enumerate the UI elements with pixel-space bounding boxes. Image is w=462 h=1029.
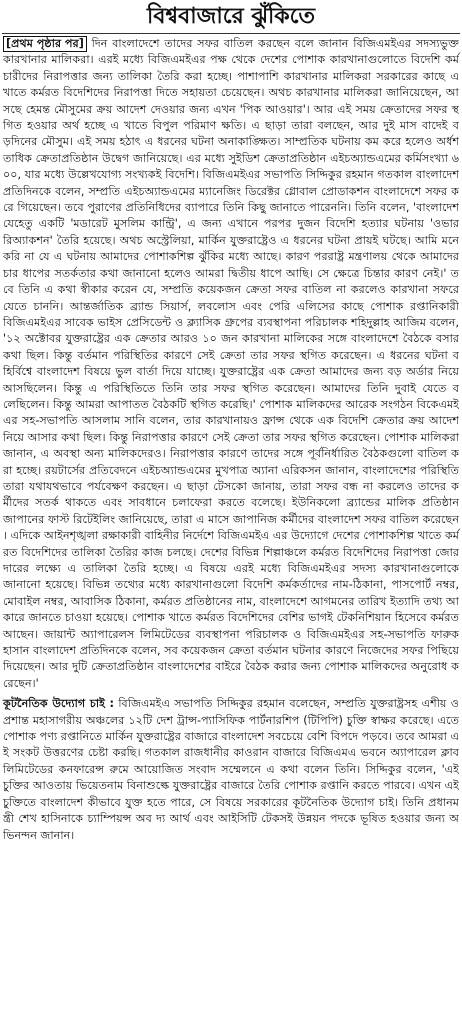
- headline: বিশ্ববাজারে ঝুঁকিতে: [146, 3, 316, 29]
- subheading: কূটনৈতিক উদ্যোগ চাই :: [3, 697, 115, 711]
- paragraph-text: বিজিএমইএ সভাপতি সিদ্দিকুর রহমান বলেছেন, সম্প্রতি যুক্তরাষ্ট্রসহ এশীয় ও প্রশান্ত মহাসাগরীয় অঞ্চলের ১২টি দেশ ট্রান্স-প্যাসিফিক পার্টনারশিপ (টিপিপি) চুক্তি স্বাক্ষর করেছে। এতে পোশাক পণ্য রপ্তানিতে মার্কিন যুক্তরাষ্ট্রের বাজারে বাংলাদেশ সবচেয়ে বেশি বিপদে পড়বে। তবে আমরা এই সংকট উত্তরণের চেষ্টা করছি। গতকাল রাজধানীর কাওরান বাজারে বিজিএমএ ভবনে অ্যাপারেল ক্লাব লিমিটেডের কনফারেন্স রুমে আয়োজিত সংবাদ সম্মেলনে এ কথা বলেন তিনি। সিদ্দিকুর বলেন, 'এই চুক্তির আওতায় ভিয়েতনাম বিনাশুল্কে যুক্তরাষ্ট্রের বাজারে তৈরি পোশাক রপ্তানি করতে পারবে। এখন এই চুক্তিতে বাংলাদেশ কীভাবে যুক্ত হতে পারে, সে বিষয়ে সরকারের কূটনৈতিক উদ্যোগ চাই। তিনি প্রধানমন্ত্রী শেখ হাসিনাকে চ্যাম্পিয়ন্স অব দ্য আর্থ এবং আইসিটি টেকসই উন্নয়ন পদকে ভূষিত হওয়ার জন্য অভিনন্দন জানান।: [3, 697, 460, 842]
- article-body: [3, 36, 459, 844]
- article-paragraph: [3, 36, 459, 692]
- article-paragraph: [3, 696, 459, 844]
- headline-divider: [2, 33, 460, 34]
- continuation-marker: [প্রথম পৃষ্ঠার পর]: [3, 36, 87, 52]
- paragraph-text: দিন বাংলাদেশে তাদের সফর বাতিল করছেন বলে জানান বিজিএমইএর সদস্যভুক্ত কারখানার মালিকরা। এরই মধ্যে বিজিএমইএর পক্ষ থেকে দেশের পোশাক কারখানাগুলোতে বিদেশি কর্মচারীদের নিরাপত্তার জন্য তালিকা তৈরি করা হচ্ছে। পাশাপাশি কারখানার মালিকরা সরকারের কাছে এ খাতে কর্মরত বিদেশিদের নিরাপত্তা দিতে সহায়তা চেয়েছেন। অথচ কারখানার মালিকরা জানিয়েছেন, আসছে হেমন্ত মৌসুমের ক্রয় আদেশ দেওয়ার জন্য এখন 'পিক আওয়ার'। আর এই সময় ক্রেতাদের সফর স্থগিত হওয়ার অর্থ হচ্ছে এ খাতে বিপুল পরিমাণ ক্ষতি। এ ছাড়া তারা বলছেন, আর দুই মাস বাদেই বড়দিনের মৌসুম। এই সময় হঠাৎ এ ধরনের ঘটনা অনাকাঙ্ক্ষিত। সাম্প্রতিক ঘটনায় কম করে হলেও অর্ধশতাধিক ক্রেতাপ্রতিষ্ঠান উদ্বেগ জানিয়েছে। এর মধ্যে সুইডিশ ক্রেতাপ্রতিষ্ঠান এইচঅ্যান্ডএমের কর্মিসংখ্যা ৬০০, যার মধ্যে উল্লেখযোগ্য সংখ্যকই বিদেশি। বিজিএমইএর সভাপতি সিদ্দিকুর রহমান গতকাল বাংলাদেশ প্রতিদিনকে বলেন, সম্প্রতি এইচঅ্যান্ডএমের ম্যানেজিং ডিরেক্টর গ্লোবাল প্রোডাকশন বাংলাদেশে সফর করে গিয়েছেন। তবে পুরাণের প্রতিনিধিদের ব্যাপারে তিনি কিছু জানাতে পারেননি। তিনি বলেন, 'বাংলাদেশ যেহেতু একটি 'মডারেট মুসলিম কান্ট্রি', এ জন্য এখানে পরপর দুজন বিদেশি হত্যার ঘটনায় 'ওভার রিঅ্যাকশন' তৈরি হয়েছে। অথচ অস্ট্রেলিয়া, মার্কিন যুক্তরাষ্ট্রেও এ ধরনের ঘটনা প্রায়ই ঘটছে। আমি মনে করি না যে এ ঘটনায় আমাদের পোশাকশিল্প ঝুঁকির মধ্যে আছে। কারণ পররাষ্ট্র মন্ত্রণালয় থেকে আমাদের চার ধাপের সতর্কতার কথা জানানো হলেও আমরা দ্বিতীয় ধাপে আছি। সে ক্ষেত্রে চিন্তার কারণ নেই।' তবে তিনি এ কথা স্বীকার করেন যে, সম্প্রতি কয়েকজন ক্রেতা সফর বাতিল না করলেও কারখানা সফরে যেতে চাননি। আন্তর্জাতিক ব্র্যান্ড সিয়ার্স, লবলোস এবং পেরি এলিসের কাছে পোশাক রপ্তানিকারী বিজিএমইএর সাবেক ভাইস প্রেসিডেন্ট ও ক্ল্যাসিক গ্রুপের ব্যবস্থাপনা পরিচালক শহিদুল্লাহ আজিম বলেন, '১২ অক্টোবর যুক্তরাষ্ট্রের এক ক্রেতার আরও ১০ জন কারখানা মালিকের সঙ্গে বাংলাদেশে বৈঠকে বসার কথা ছিল। কিন্তু বর্তমান পরিস্থিতির কারণে সেই ক্রেতা তার সফর স্থগিত করেছেন। এ ধরনের ঘটনা বহির্বিশ্বে বাংলাদেশ বিষয়ে ভুল বার্তা দিয়ে যাচ্ছে। যুক্তরাষ্ট্রের এক ক্রেতা আমাদের জন্য বড় অর্ডার নিয়ে আসছিলেন। কিন্তু এ পরিস্থিতিতে তিনি তার সফর স্থগিত করেছেন। আমাদের তিনি দুবাই যেতে বলেছিলেন। কিন্তু আমরা আপাতত বৈঠকটি স্থগিত করেছি।' পোশাক মালিকদের আরেক সংগঠন বিকেএমইএর সহ-সভাপতি আসলাম সানি বলেন, তার কারখানায়ও ফ্রান্স থেকে এক বিদেশি ক্রেতার ক্রয় আদেশ নিয়ে আসার কথা ছিল। কিন্তু নিরাপত্তার কারণে সেই ক্রেতা তার সফর স্থগিত করেছেন। পোশাক মালিকরা জানান, এ অবস্থা অন্য মালিকদেরও। নিরাপত্তার কারণে তাদের সঙ্গে পূর্বনির্ধারিত বৈঠকগুলো বাতিল করা হচ্ছে। রয়টার্সের প্রতিবেদনে এইচঅ্যান্ডএমের মুখপাত্র অ্যানা এরিকসন জানান, বাংলাদেশের পরিস্থিতি তারা যথাযথভাবে পর্যবেক্ষণ করছেন। এ ছাড়া টেসকো জানায়, তারা সফর বন্ধ না করলেও তাদের কর্মীদের সতর্ক থাকতে এবং সাবধানে চলাফেরা করতে বলেছে। ইউনিকলো ব্র্যান্ডের মালিক প্রতিষ্ঠান জাপানের ফাস্ট রিটেইলিং জানিয়েছে, তারা এ মাসে জাপানিজ কর্মীদের বাংলাদেশ সফর বাতিল করেছেন। এদিকে আইনশৃঙ্খলা রক্ষাকারী বাহিনীর নির্দেশে বিজিএমইএ এর উদ্যোগে দেশের পোশাকশিল্প খাতে কর্মরত বিদেশিদের তালিকা তৈরির কাজ চলছে। দেশের বিভিন্ন শিল্পাঞ্চলে কর্মরত বিদেশিদের নিরাপত্তা জোরদারের লক্ষ্যে এ তালিকা তৈরি হচ্ছে। এ বিষয়ে এরই মধ্যে বিজিএমইএর সদস্য কারখানাগুলোকে জানানো হয়েছে। বিভিন্ন তথ্যের মধ্যে কারখানাগুলো বিদেশি কর্মকর্তাদের নাম-ঠিকানা, পাসপোর্ট নম্বর, মোবাইল নম্বর, আবাসিক ঠিকানা, কর্মরত প্রতিষ্ঠানের নাম, বাংলাদেশে আগমনের তারিখ ইত্যাদি তথ্য আকারে জানতে চাওয়া হয়েছে। পোশাক খাতে কর্মরত বিদেশিদের বেশির ভাগই টেকনিশিয়ান হিসেবে কর্মরত আছেন। জায়ান্ট অ্যাপারেলস লিমিটেডের ব্যবস্থাপনা পরিচালক ও বিজিএমইএর সহ-সভাপতি ফারুক হাসান বাংলাদেশ প্রতিদিনকে বলেন, সব কয়েকজন ক্রেতা বর্তমান ঘটনার কারণে নিজেদের সফর পিছিয়ে দিয়েছেন। আর দুটি ক্রেতাপ্রতিষ্ঠান বাংলাদেশের বাইরে বৈঠক করার জন্য পোশাক মালিকদের অনুরোধ করেছেন।': [3, 37, 459, 690]
